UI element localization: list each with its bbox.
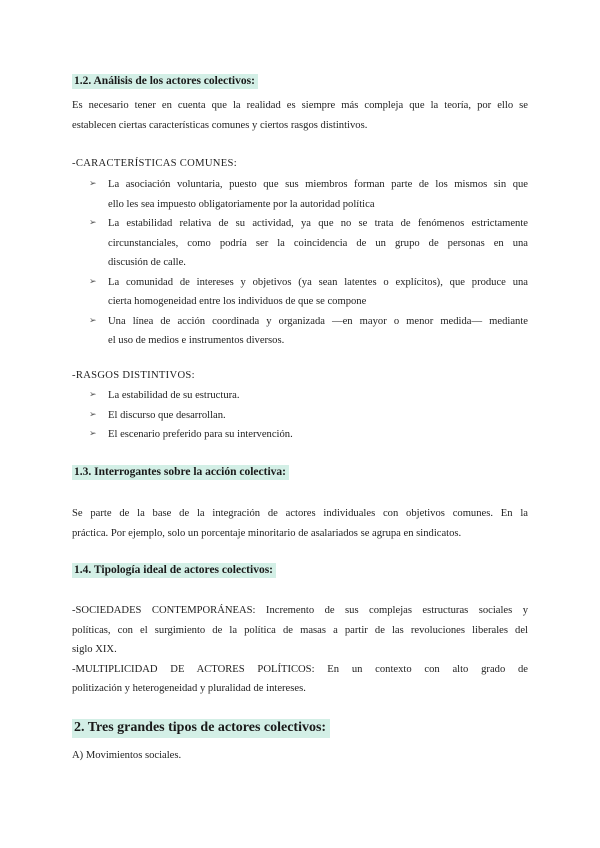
arrow-bullet-icon: ➢ (89, 409, 97, 420)
intro-line: establecen ciertas características comunes y ciertos rasgos distintivos. (72, 119, 368, 131)
list-item (72, 273, 528, 312)
distinct-features-list (72, 386, 528, 445)
list-item (72, 312, 528, 351)
section-heading-1-3: 1.3. Interrogantes sobre la acción colectiva: (72, 465, 289, 480)
list-item-text: La estabilidad de su estructura. (108, 390, 240, 401)
paragraph-line: Se parte de la base de la integración de actores individuales con objetivos comunes. En la (72, 508, 528, 519)
list-item (72, 175, 528, 214)
arrow-bullet-icon: ➢ (89, 315, 97, 326)
arrow-bullet-icon: ➢ (89, 429, 97, 439)
common-features-label: -CARACTERÍSTICAS COMUNES: (72, 158, 237, 169)
list-item-line: La asociación voluntaria, puesto que sus miembros forman parte de los mismos sin que (108, 179, 528, 190)
common-features-list (72, 175, 528, 351)
paragraph-line: politización y heterogeneidad y pluralidad de intereses. (72, 683, 306, 694)
arrow-bullet-icon: ➢ (89, 390, 97, 400)
collective-action-paragraph (72, 504, 528, 543)
arrow-bullet-icon: ➢ (89, 218, 97, 228)
list-item (72, 406, 528, 426)
intro-line: Es necesario tener en cuenta que la realidad es siempre más compleja que la teoría, por ello se (72, 100, 528, 111)
distinct-features-label: -RASGOS DISTINTIVOS: (72, 370, 195, 381)
paragraph-line: -MULTIPLICIDAD DE ACTORES POLÍTICOS: En un contexto con alto grado de (72, 663, 528, 675)
list-item (72, 214, 528, 273)
paragraph-line: políticas, con el surgimiento de la política de masas a partir de las revoluciones liberales del (72, 624, 528, 636)
arrow-bullet-icon: ➢ (89, 276, 97, 287)
paragraph-line: -SOCIEDADES CONTEMPORÁNEAS: Incremento de sus complejas estructuras sociales y (72, 605, 528, 616)
section-heading-1-2: 1.2. Análisis de los actores colectivos: (72, 74, 258, 89)
list-item-line: La estabilidad relativa de su actividad, ya que no se trata de fenómenos estrictamente (108, 218, 528, 229)
typology-paragraph (72, 601, 528, 699)
list-item-line: cierta homogeneidad entre los individuos de que se compone (108, 296, 367, 307)
section-heading-1-4: 1.4. Tipología ideal de actores colectivos: (72, 563, 276, 578)
list-item-line: Una línea de acción coordinada y organizada —en mayor o menor medida— mediante (108, 315, 528, 327)
list-item-text: El escenario preferido para su intervención. (108, 429, 293, 440)
list-item (72, 425, 528, 445)
paragraph-line: siglo XIX. (72, 644, 117, 655)
list-item-line: el uso de medios e instrumentos diversos. (108, 335, 285, 346)
list-item-line: discusión de calle. (108, 257, 186, 268)
arrow-bullet-icon: ➢ (89, 179, 97, 189)
item-a-text: A) Movimientos sociales. (72, 750, 182, 761)
list-item-line: circunstanciales, como podría ser la coincidencia de un grupo de personas en una (108, 237, 528, 249)
section-heading-2: 2. Tres grandes tipos de actores colectivos: (72, 719, 330, 738)
list-item-text: El discurso que desarrollan. (108, 409, 226, 421)
list-item (72, 386, 528, 406)
paragraph-line: práctica. Por ejemplo, solo un porcentaje minoritario de asalariados se agrupa en sindicatos. (72, 527, 462, 539)
list-item-line: La comunidad de intereses y objetivos (ya sean latentes o explícitos), que produce una (108, 276, 528, 288)
intro-paragraph (72, 96, 528, 135)
list-item-line: ello les sea impuesto obligatoriamente por la autoridad política (108, 198, 375, 210)
